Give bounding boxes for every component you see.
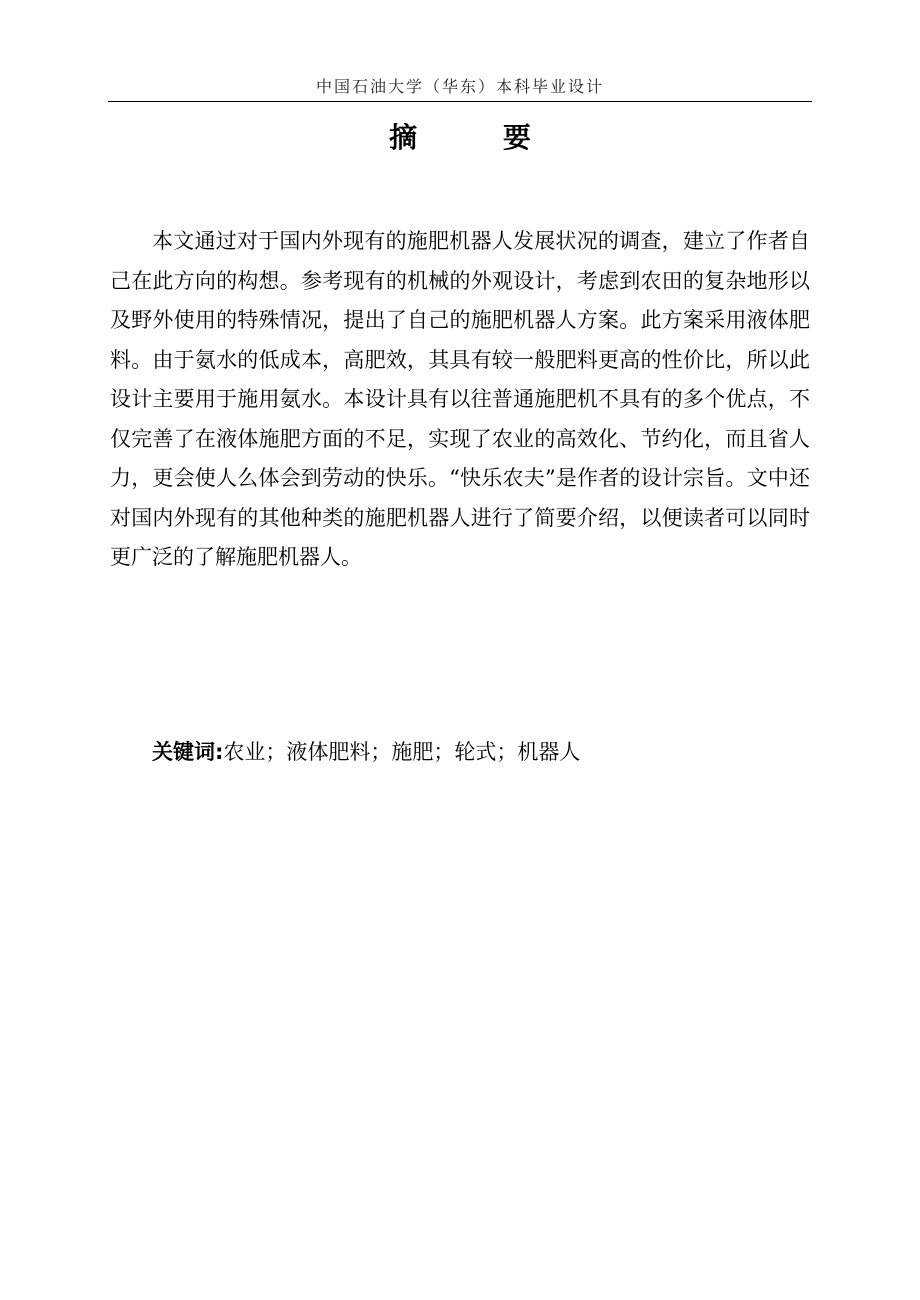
keywords-label: 关键词: xyxy=(152,740,224,764)
header-divider xyxy=(108,101,812,102)
abstract-paragraph: 本文通过对于国内外现有的施肥机器人发展状况的调查，建立了作者自己在此方向的构想。参考现有的机械的外观设计，考虑到农田的复杂地形以及野外使用的特殊情况，提出了自己的施肥机器人方案。此方案采用液体肥料。由于氨水的低成本，高肥效，其具有较一般肥料更高的性价比，所以此设计主要用于施用氨水。本设计具有以往普通施肥机不具有的多个优点，不仅完善了在液体施肥方面的不足，实现了农业的高效化、节约化，而且省人力，更会使人么体会到劳动的快乐。“快乐农夫”是作者的设计宗旨。文中还对国内外现有的其他种类的施肥机器人进行了简要介绍，以便读者可以同时更广泛的了解施肥机器人。 xyxy=(110,229,810,569)
keywords-value: 农业；液体肥料；施肥；轮式；机器人 xyxy=(223,740,581,764)
keywords-line xyxy=(152,733,812,772)
running-header: 中国石油大学（华东）本科毕业设计 xyxy=(315,77,604,96)
abstract-title: 摘 要 xyxy=(389,121,569,154)
